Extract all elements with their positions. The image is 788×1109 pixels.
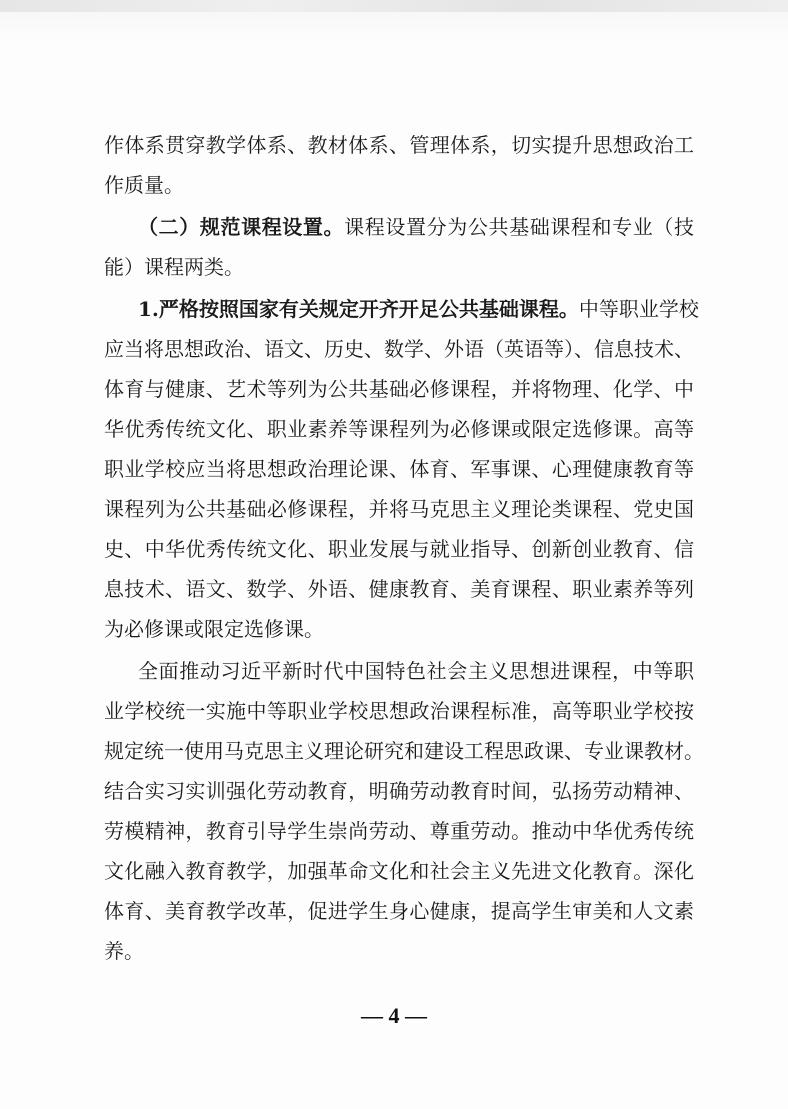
text-run: 课程设置分为公共基础课程和专业（技 bbox=[344, 215, 695, 239]
text-line: 能）课程两类。 bbox=[104, 255, 244, 279]
text-line bbox=[104, 207, 694, 247]
page-number: — 4 — bbox=[361, 1003, 427, 1028]
section-heading: （二）规范课程设置。 bbox=[138, 215, 345, 239]
text-line: 规定统一使用马克思主义理论研究和建设工程思政课、专业课教材。 bbox=[104, 739, 704, 763]
text-line: 课程列为公共基础必修课程，并将马克思主义理论类课程、党史国 bbox=[104, 497, 694, 521]
paragraph-1 bbox=[104, 125, 694, 205]
body-text bbox=[104, 125, 704, 971]
paragraph-4 bbox=[104, 651, 704, 971]
text-line: 体育、美育教学改革，促进学生身心健康，提高学生审美和人文素 bbox=[104, 899, 694, 923]
text-line: 养。 bbox=[104, 939, 144, 963]
text-line: 职业学校应当将思想政治理论课、体育、军事课、心理健康教育等 bbox=[104, 457, 694, 481]
text-line: 史、中华优秀传统文化、职业发展与就业指导、创新创业教育、信 bbox=[104, 537, 694, 561]
scan-edge bbox=[0, 0, 788, 12]
text-line: 结合实习实训强化劳动教育，明确劳动教育时间，弘扬劳动精神、 bbox=[104, 779, 694, 803]
text-line: 华优秀传统文化、职业素养等课程列为必修课或限定选修课。高等 bbox=[104, 417, 694, 441]
text-line: 文化融入教育教学，加强革命文化和社会主义先进文化教育。深化 bbox=[104, 859, 694, 883]
text-line: 作体系贯穿教学体系、教材体系、管理体系，切实提升思想政治工 bbox=[104, 133, 694, 157]
text-run: 中等职业学校 bbox=[578, 297, 699, 321]
text-line: 为必修课或限定选修课。 bbox=[104, 617, 324, 641]
text-line: 业学校统一实施中等职业学校思想政治课程标准，高等职业学校按 bbox=[104, 699, 694, 723]
text-line: 作质量。 bbox=[104, 173, 184, 197]
paragraph-3 bbox=[104, 289, 699, 649]
text-line: 应当将思想政治、语文、历史、数学、外语（英语等）、信息技术、 bbox=[104, 337, 694, 361]
paragraph-2 bbox=[104, 207, 694, 287]
text-line: 体育与健康、艺术等列为公共基础必修课程，并将物理、化学、中 bbox=[104, 377, 694, 401]
text-line bbox=[104, 289, 699, 329]
subsection-heading: 1.严格按照国家有关规定开齐开足公共基础课程。 bbox=[138, 297, 579, 321]
text-line: 劳模精神，教育引导学生崇尚劳动、尊重劳动。推动中华优秀传统 bbox=[104, 819, 694, 843]
text-line: 息技术、语文、数学、外语、健康教育、美育课程、职业素养等列 bbox=[104, 577, 694, 601]
text-line: 全面推动习近平新时代中国特色社会主义思想进课程，中等职 bbox=[138, 659, 694, 683]
